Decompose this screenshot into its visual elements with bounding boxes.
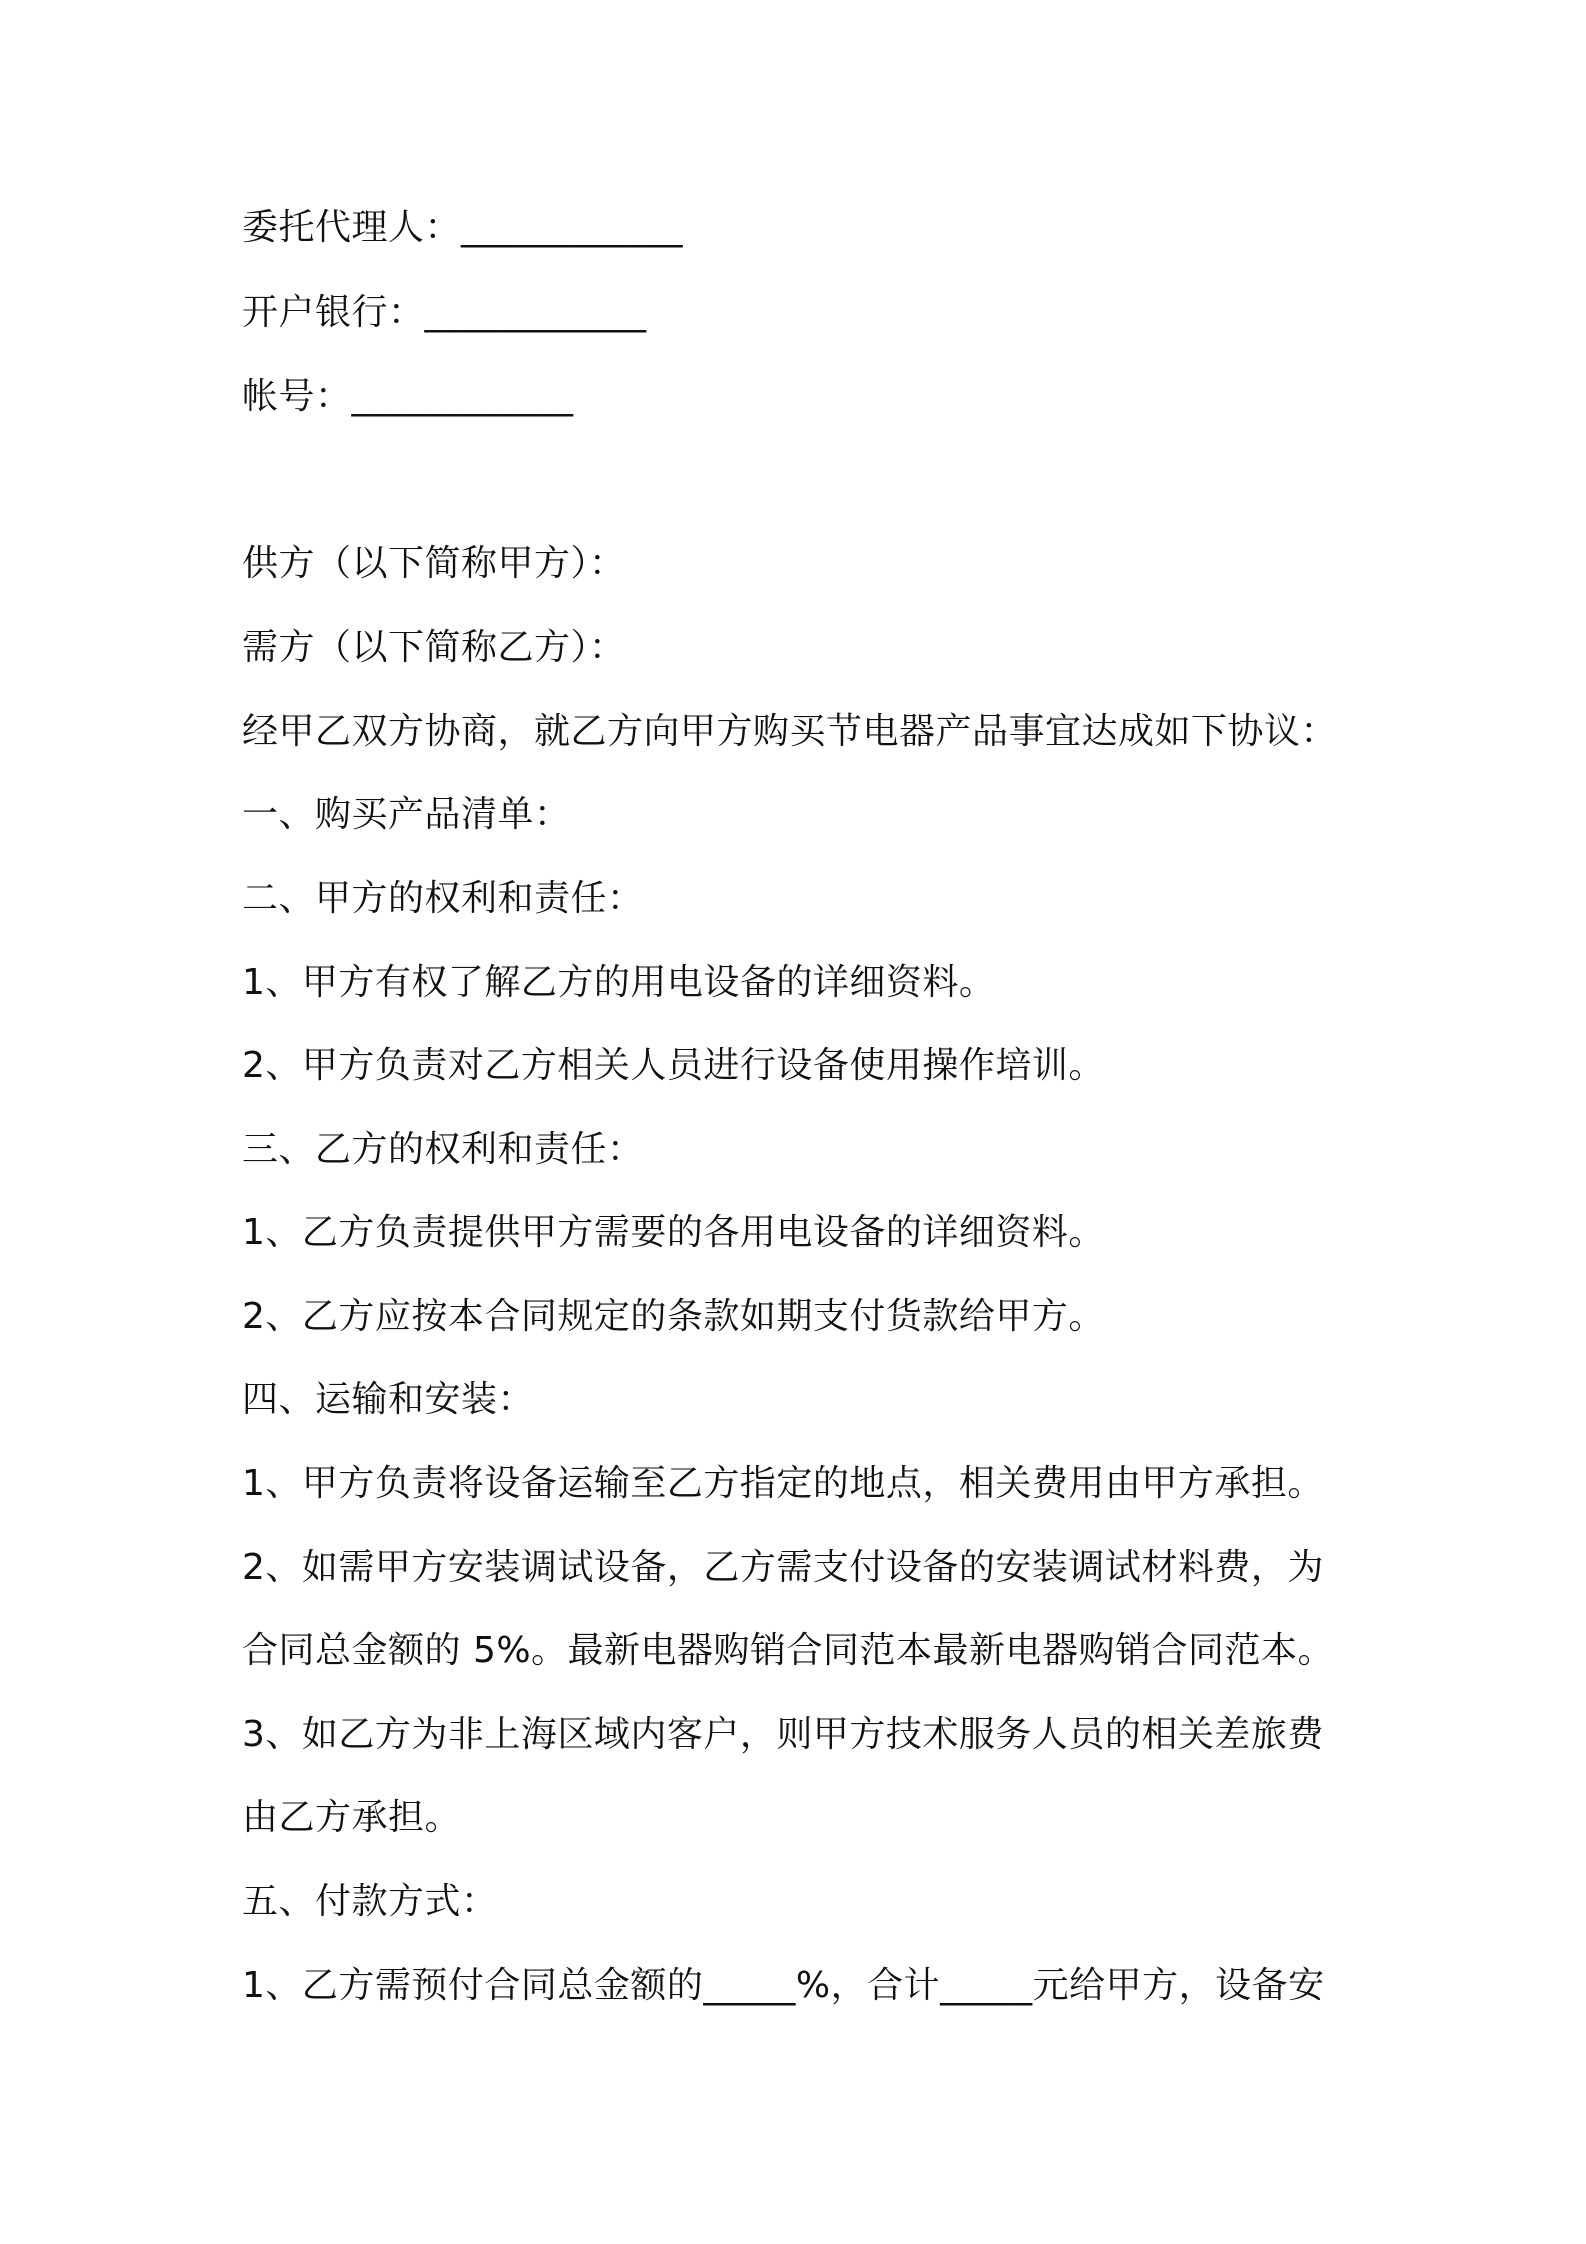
clause-continuation: 合同总金额的 5%。最新电器购销合同范本最新电器购销合同范本。 (242, 1630, 1335, 1671)
section-heading: 五、付款方式： (242, 1881, 498, 1922)
bank-field: 开户银行：____________ (242, 292, 647, 333)
buyer-line: 需方（以下简称乙方）： (242, 627, 626, 668)
section-heading: 三、乙方的权利和责任： (242, 1129, 644, 1170)
clause: 2、乙方应按本合同规定的条款如期支付货款给甲方。 (242, 1296, 1105, 1337)
clause: 1、甲方有权了解乙方的用电设备的详细资料。 (242, 962, 996, 1003)
agent-field: 委托代理人：____________ (242, 207, 684, 248)
clause: 1、乙方需预付合同总金额的_____%，合计_____元给甲方，设备安 (242, 1965, 1325, 2006)
preamble: 经甲乙双方协商，就乙方向甲方购买节电器产品事宜达成如下协议： (242, 711, 1338, 752)
supplier-line: 供方（以下简称甲方）： (242, 543, 626, 584)
clause: 2、如需甲方安装调试设备，乙方需支付设备的安装调试材料费，为 (242, 1547, 1324, 1588)
clause: 1、乙方负责提供甲方需要的各用电设备的详细资料。 (242, 1212, 1105, 1253)
section-heading: 一、购买产品清单： (242, 794, 571, 835)
section-heading: 二、甲方的权利和责任： (242, 878, 644, 919)
account-field: 帐号：____________ (242, 376, 574, 417)
section-heading: 四、运输和安装： (242, 1379, 535, 1420)
clause: 2、甲方负责对乙方相关人员进行设备使用操作培训。 (242, 1045, 1105, 1086)
clause: 1、甲方负责将设备运输至乙方指定的地点，相关费用由甲方承担。 (242, 1463, 1324, 1504)
clause: 3、如乙方为非上海区域内客户，则甲方技术服务人员的相关差旅费 (242, 1714, 1324, 1755)
clause-continuation: 由乙方承担。 (242, 1797, 462, 1838)
